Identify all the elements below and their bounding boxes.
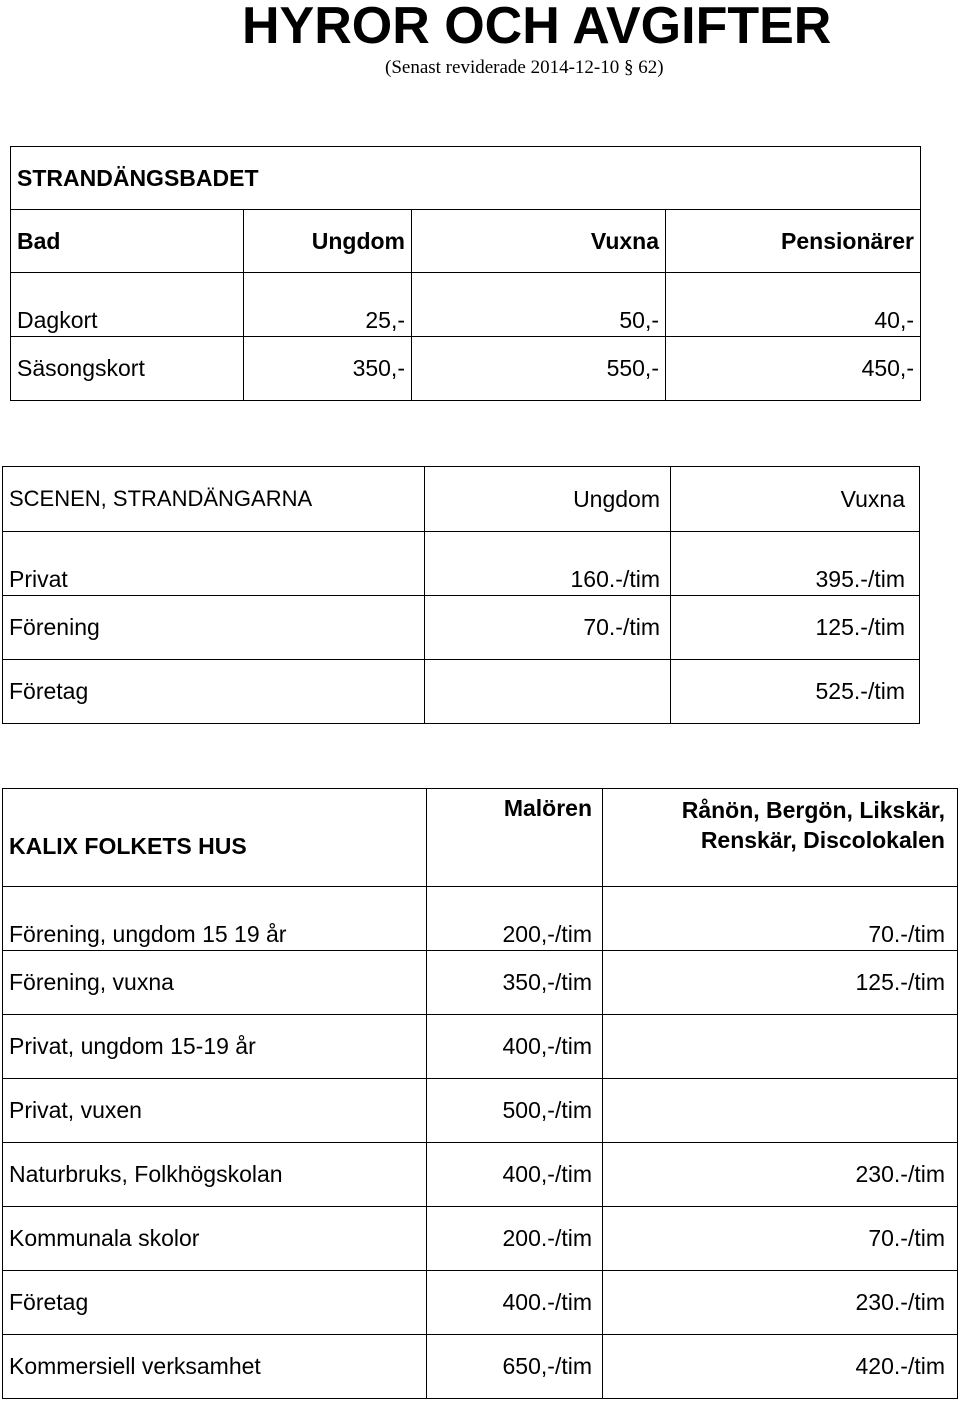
table-cell: 160.-/tim <box>425 532 671 596</box>
table-cell <box>425 660 671 724</box>
table-cell: 70.-/tim <box>425 596 671 660</box>
table-cell: 200,-/tim <box>427 887 603 951</box>
table-cell: 525.-/tim <box>671 660 920 724</box>
revision-note: (Senast reviderade 2014-12-10 § 62) <box>385 57 664 78</box>
scenen-table <box>2 466 920 724</box>
table-cell: 125.-/tim <box>671 596 920 660</box>
column-header: Ungdom <box>244 210 412 273</box>
column-header: SCENEN, STRANDÄNGARNA <box>3 467 425 532</box>
table-cell: 395.-/tim <box>671 532 920 596</box>
table-cell: 550,- <box>412 337 666 401</box>
column-header: Vuxna <box>671 467 920 532</box>
table-cell: 70.-/tim <box>603 1207 958 1271</box>
table-cell: 230.-/tim <box>603 1143 958 1207</box>
table-cell: 350,- <box>244 337 412 401</box>
page-title: HYROR OCH AVGIFTER <box>242 0 832 55</box>
table-cell: 450,- <box>666 337 921 401</box>
column-header-group <box>603 789 958 887</box>
row-label: Dagkort <box>11 273 244 337</box>
column-header-line: Renskär, Discolokalen <box>700 827 945 853</box>
table-cell: 400,-/tim <box>427 1015 603 1079</box>
row-label: Naturbruks, Folkhögskolan <box>3 1143 427 1207</box>
table-cell <box>603 1079 958 1143</box>
column-header: Ungdom <box>425 467 671 532</box>
table-cell <box>603 1015 958 1079</box>
table-cell: 125.-/tim <box>603 951 958 1015</box>
table-cell: 40,- <box>666 273 921 337</box>
row-label: Förening, vuxna <box>3 951 427 1015</box>
row-label: Säsongskort <box>11 337 244 401</box>
table-cell: 70.-/tim <box>603 887 958 951</box>
table-cell: 420.-/tim <box>603 1335 958 1399</box>
row-label: Privat <box>3 532 425 596</box>
table-cell: 350,-/tim <box>427 951 603 1015</box>
column-header: Vuxna <box>412 210 666 273</box>
table-cell: 230.-/tim <box>603 1271 958 1335</box>
table-cell: 400.-/tim <box>427 1271 603 1335</box>
row-label: Företag <box>3 1271 427 1335</box>
strandangsbadet-table <box>10 146 921 401</box>
table-cell: 200.-/tim <box>427 1207 603 1271</box>
row-label: Privat, vuxen <box>3 1079 427 1143</box>
row-label: Förening <box>3 596 425 660</box>
section-title: STRANDÄNGSBADET <box>11 147 921 210</box>
row-label: Privat, ungdom 15-19 år <box>3 1015 427 1079</box>
row-label: Kommersiell verksamhet <box>3 1335 427 1399</box>
column-header: Malören <box>427 789 603 887</box>
table-cell: 400,-/tim <box>427 1143 603 1207</box>
column-header: Pensionärer <box>666 210 921 273</box>
column-header: Bad <box>11 210 244 273</box>
table-cell: 650,-/tim <box>427 1335 603 1399</box>
row-label: Kommunala skolor <box>3 1207 427 1271</box>
table-cell: 50,- <box>412 273 666 337</box>
folkets-hus-table <box>2 788 958 1399</box>
table-cell: 500,-/tim <box>427 1079 603 1143</box>
table-cell: 25,- <box>244 273 412 337</box>
row-label: Förening, ungdom 15 19 år <box>3 887 427 951</box>
row-label: Företag <box>3 660 425 724</box>
column-header-line: Rånön, Bergön, Likskär, <box>681 797 945 823</box>
column-header: KALIX FOLKETS HUS <box>3 789 427 887</box>
